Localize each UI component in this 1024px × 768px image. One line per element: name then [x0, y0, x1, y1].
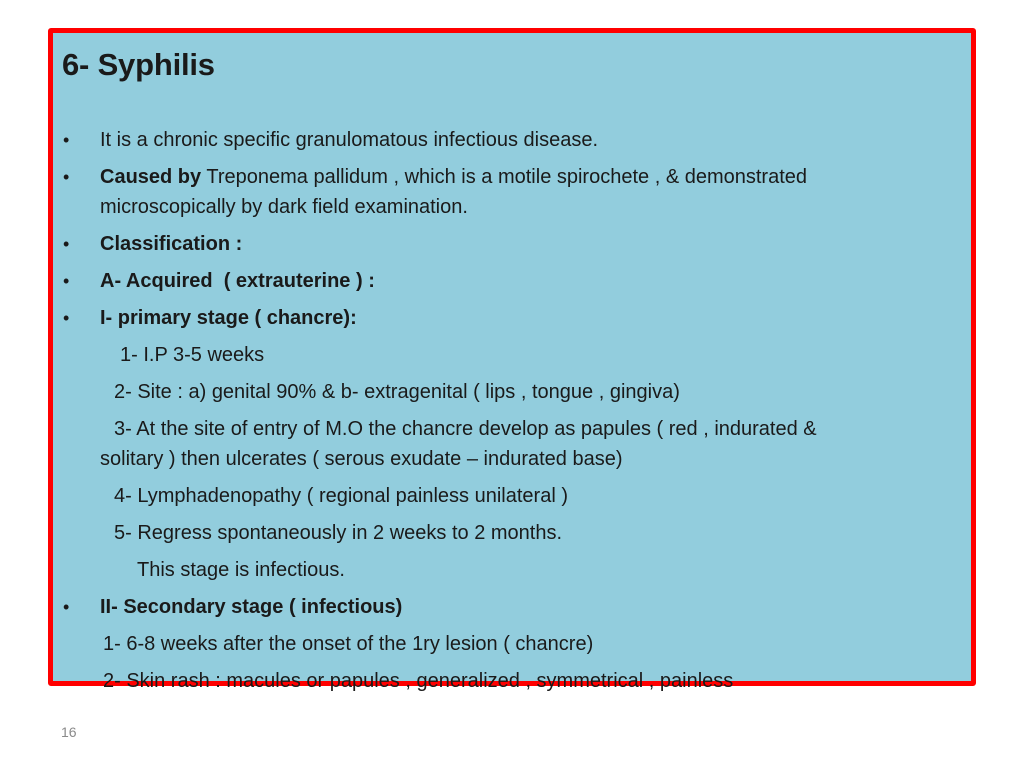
classification-heading: Classification :: [100, 233, 243, 255]
primary-item: 4- Lymphadenopathy ( regional painless unilateral ): [114, 485, 568, 507]
primary-item: 5- Regress spontaneously in 2 weeks to 2 months.: [114, 522, 563, 544]
primary-stage-heading: I- primary stage ( chancre):: [100, 307, 357, 329]
cause-label: Caused by: [100, 166, 202, 188]
cause-text: Treponema pallidum , which is a motile spirochete , & demonstrated: [201, 166, 808, 188]
bullet-icon: •: [63, 308, 70, 328]
bullet-icon: •: [63, 597, 70, 617]
primary-item-continued: solitary ) then ulcerates ( serous exudate – indurated base): [100, 448, 623, 470]
secondary-item: 2- Skin rash : macules or papules , generalized , symmetrical , painless: [103, 670, 734, 692]
bullet-icon: •: [63, 167, 70, 187]
content-box: [48, 28, 976, 692]
primary-item: 3- At the site of entry of M.O the chancre develop as papules ( red , indurated &: [114, 418, 817, 440]
bullet-icon: •: [63, 271, 70, 291]
bullet-icon: •: [63, 130, 70, 150]
page-number: 16: [61, 724, 77, 740]
cause-text-continued: microscopically by dark field examination.: [100, 196, 468, 218]
primary-item: 2- Site : a) genital 90% & b- extragenital ( lips , tongue , gingiva): [114, 381, 680, 403]
secondary-stage-heading: II- Secondary stage ( infectious): [100, 596, 403, 618]
definition-text: It is a chronic specific granulomatous infectious disease.: [100, 129, 599, 151]
primary-item: 1- I.P 3-5 weeks: [120, 344, 265, 366]
secondary-item: 1- 6-8 weeks after the onset of the 1ry lesion ( chancre): [103, 633, 594, 655]
cause-line: [100, 162, 807, 193]
primary-note: This stage is infectious.: [137, 559, 345, 581]
slide-title: 6- Syphilis: [62, 47, 215, 82]
acquired-heading: A- Acquired ( extrauterine ) :: [100, 270, 375, 292]
bullet-icon: •: [63, 234, 70, 254]
